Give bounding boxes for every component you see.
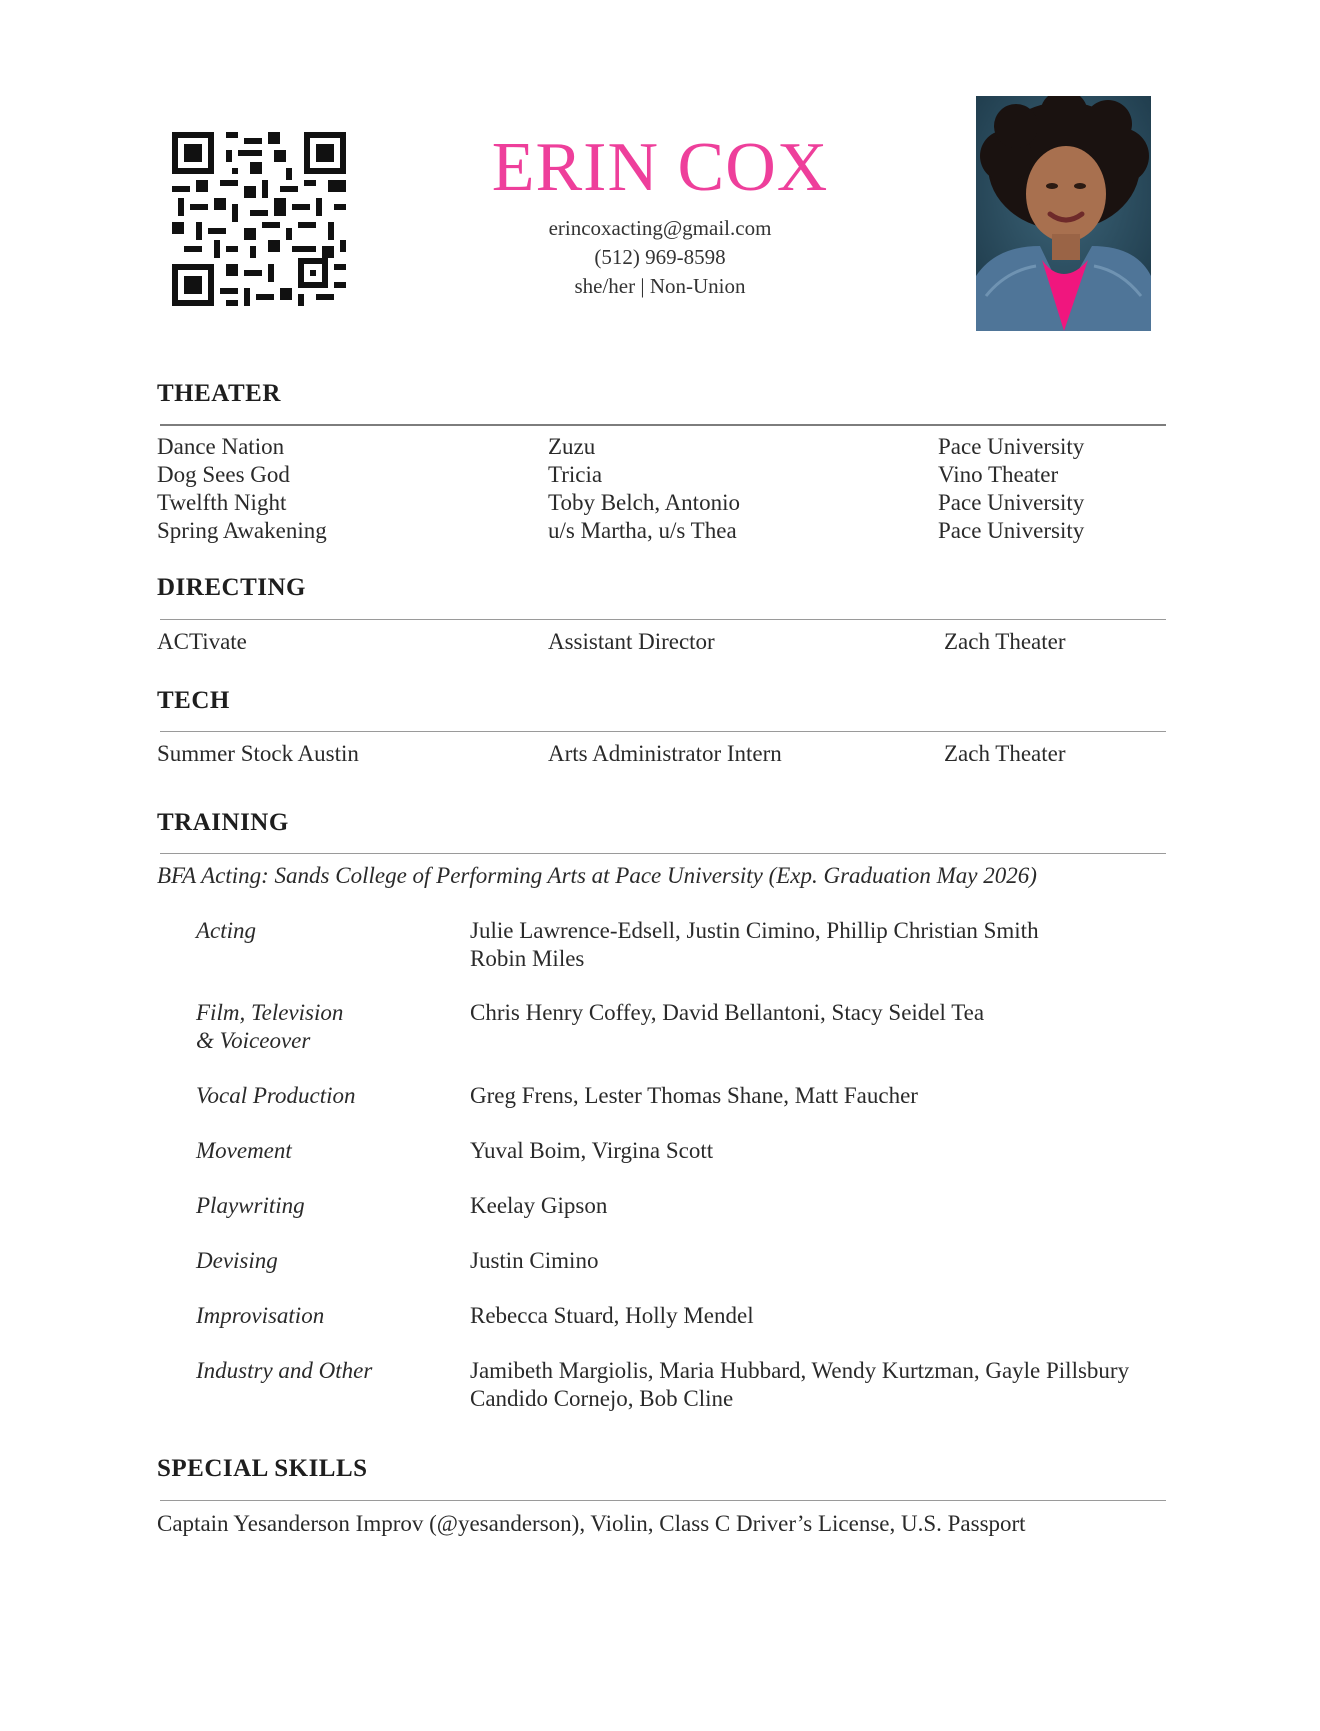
training-label: Improvisation (196, 1303, 325, 1328)
section-title-special-skills: SPECIAL SKILLS (157, 1455, 368, 1482)
section-divider (160, 619, 1166, 620)
theater-role: Tricia (548, 462, 603, 487)
theater-show: Spring Awakening (157, 518, 327, 543)
theater-show: Dance Nation (157, 434, 285, 459)
email-address: erincoxacting@gmail.com (548, 216, 772, 240)
theater-role: Zuzu (548, 434, 596, 459)
theater-venue: Pace University (938, 490, 1085, 515)
theater-role: u/s Martha, u/s Thea (548, 518, 737, 543)
qr-code-icon (172, 132, 346, 306)
theater-venue: Vino Theater (938, 462, 1059, 487)
section-title-theater: THEATER (157, 380, 281, 407)
training-label: Movement (196, 1138, 292, 1163)
theater-role: Toby Belch, Antonio (548, 490, 740, 515)
pronouns-union-status: she/her | Non-Union (574, 274, 746, 298)
section-title-directing: DIRECTING (157, 574, 306, 601)
special-skills-text: Captain Yesanderson Improv (@yesanderson), Violin, Class C Driver’s License, U.S. Passport (157, 1511, 1026, 1536)
training-degree: BFA Acting: Sands College of Performing Arts at Pace University (Exp. Graduation May 2026) (157, 863, 1037, 888)
phone-number: (512) 969-8598 (594, 245, 726, 269)
training-label: Vocal Production (196, 1083, 356, 1108)
headshot-photo (976, 96, 1151, 331)
training-instructors: Julie Lawrence-Edsell, Justin Cimino, Phillip Christian Smith Robin Miles (470, 918, 1039, 971)
training-label: Film, Television & Voiceover (196, 1000, 344, 1053)
training-instructors: Keelay Gipson (470, 1193, 608, 1218)
theater-show: Twelfth Night (157, 490, 287, 515)
training-instructors: Yuval Boim, Virgina Scott (470, 1138, 714, 1163)
directing-show: ACTivate (157, 629, 247, 654)
section-title-training: TRAINING (157, 809, 289, 836)
theater-show: Dog Sees God (157, 462, 290, 487)
training-instructors: Jamibeth Margiolis, Maria Hubbard, Wendy Kurtzman, Gayle Pillsbury Candido Cornejo, Bob Cline (470, 1358, 1130, 1411)
section-divider (160, 853, 1166, 854)
theater-venue: Pace University (938, 518, 1085, 543)
training-label: Industry and Other (196, 1358, 373, 1383)
training-label: Acting (196, 918, 257, 943)
directing-role: Assistant Director (548, 629, 715, 654)
training-instructors: Rebecca Stuard, Holly Mendel (470, 1303, 754, 1328)
tech-show: Summer Stock Austin (157, 741, 359, 766)
candidate-name: ERIN COX (491, 129, 829, 206)
section-divider (160, 1500, 1166, 1501)
theater-venue: Pace University (938, 434, 1085, 459)
tech-venue: Zach Theater (944, 741, 1066, 766)
training-instructors: Justin Cimino (470, 1248, 599, 1273)
section-title-tech: TECH (157, 687, 230, 714)
training-instructors: Greg Frens, Lester Thomas Shane, Matt Faucher (470, 1083, 918, 1108)
section-divider (160, 731, 1166, 732)
tech-role: Arts Administrator Intern (548, 741, 782, 766)
training-label: Playwriting (196, 1193, 305, 1218)
directing-venue: Zach Theater (944, 629, 1066, 654)
training-instructors: Chris Henry Coffey, David Bellantoni, Stacy Seidel Tea (470, 1000, 985, 1025)
training-label: Devising (196, 1248, 278, 1273)
section-divider (160, 424, 1166, 426)
